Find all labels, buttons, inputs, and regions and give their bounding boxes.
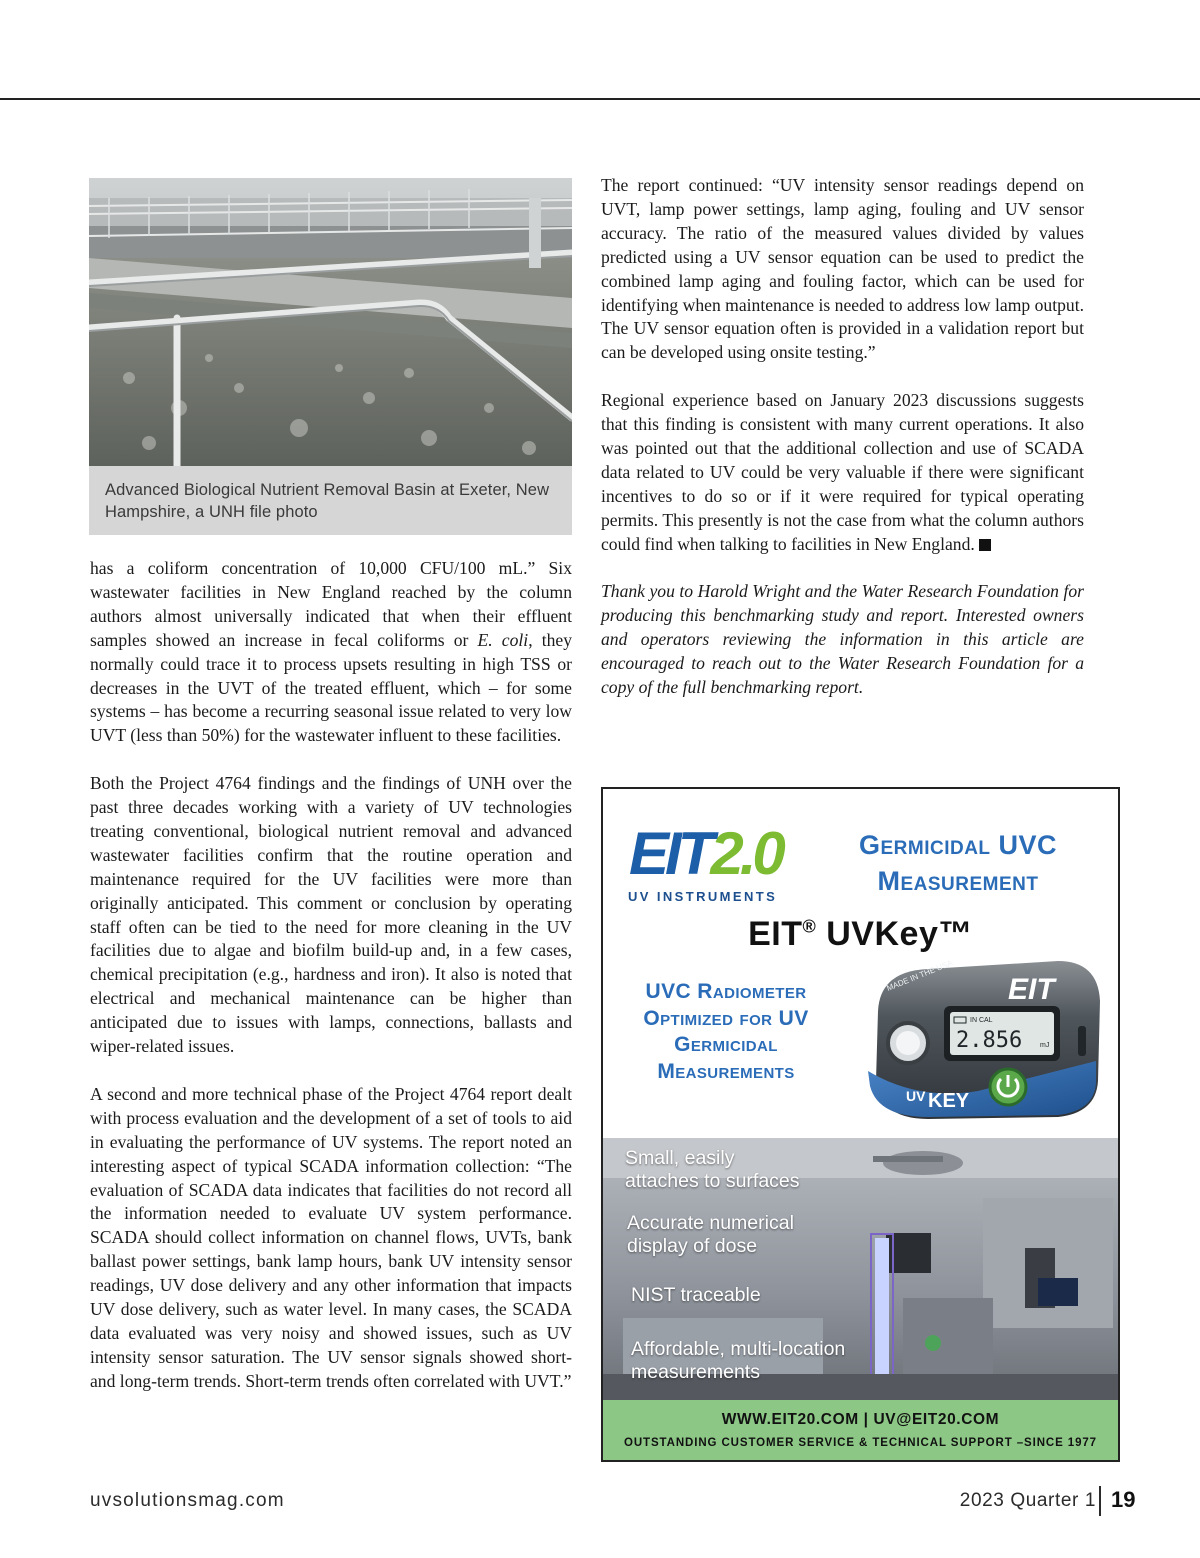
ad-tagline: OUTSTANDING CUSTOMER SERVICE & TECHNICAL SUPPORT –SINCE 1977 [624,1437,1097,1449]
footer-issue: 2023 Quarter 1 [959,1490,1096,1511]
footer-site[interactable]: uvsolutionsmag.com [90,1490,285,1511]
left-paragraph-2: Both the Project 4764 findings and the findings of UNH over the past three decades working with a variety of UV technologies treating conventional, biological nutrient removal and advanced wastewater facilities confirm that the routine operation and maintenance required for the UV facilities were more than originally anticipated. This comment or conclusion by operating staff often can be tied to the need for more cleaning in the UV facilities due to algae and biofilm build-up and, in a few cases, chemical precipitation (e.g., hardness and iron). It also is noted that electrical and mechanical maintenance can be higher than anticipated due to issues with lamps, connections, ballasts and wiper-related issues. [90,773,572,1057]
right-paragraph-2: Regional experience based on January 2023 discussions suggests that this finding is consistent with many current operations. It also was pointed out that the additional collection and use of SCADA data related to UV could be very valuable if there were significant incentives to do so or if it were required for typical operating permits. This presently is not the case from what the column authors could find when talking to facilities in New England. [601,390,1084,554]
svg-text:UV: UV [906,1088,926,1104]
ad-footer [603,1400,1118,1460]
svg-text:2.856: 2.856 [956,1028,1023,1053]
feature-item-attach: Small, easily attaches to surfaces [625,1147,800,1192]
acknowledgement: Thank you to Harold Wright and the Water Research Foundation for producing this benchmarking study and report. Interested owners and operators reviewing the information in this article are encouraged to reach out to the Water Research Foundation for a copy of the full benchmarking report. [601,581,1084,697]
svg-text:MADE IN THE USA: MADE IN THE USA [885,958,954,993]
left-paragraph-3: A second and more technical phase of the Project 4764 report dealt with process evaluation and the development of a set of tools to aid in evaluating the performance of UV systems. The report noted an interesting aspect of typical SCADA information collection: “The evaluation of SCADA data indicates that facilities do not record all the information needed to evaluate UV system performance. SCADA should collect information on channel flows, UVTs, bank ballast power settings, bank lamp hours, bank UV intensity sensor readings, UV dose delivery and any other information that impacts UV dose delivery, such as water level. In many cases, the SCADA data evaluated was very noisy and showed issues, such as UV intensity sensor saturation. The UV sensor signals showed short- and long-term trends. Short-term trends often correlated with UVT.” [90,1083,572,1391]
end-of-article-mark [979,539,991,551]
feature-item-affordable: Affordable, multi-location measurements [631,1338,846,1383]
basin-photo [89,178,572,466]
ad-contact-link[interactable]: WWW.EIT20.COM | UV@EIT20.COM [721,1411,1000,1428]
left-paragraph-1: has a coliform concentration of 10,000 CFU/100 mL.” Six wastewater facilities in New England reached by the column authors almost universally indicated that when their effluent samples showed an increase in fecal coliforms or E. coli, they normally could trace it to process upsets resulting in high TSS or decreases in the UVT of the treated effluent, which – for some systems – has become a recurring seasonal issue related to very low UVT (less than 50%) for the wastewater influent to these facilities. [90,558,573,746]
left-column [90,557,572,1418]
top-rule [0,98,1200,100]
eit-logo: EIT2.0 UV INSTRUMENTS [628,820,782,904]
hospital-room-photo [603,1138,1118,1400]
uvkey-device-image [858,951,1108,1126]
page-number: 19 [1111,1487,1136,1512]
footer-divider [1099,1486,1101,1516]
feature-item-nist: NIST traceable [631,1284,761,1306]
svg-text:IN CAL: IN CAL [970,1017,993,1024]
photo-figure [89,178,572,535]
svg-text:mJ: mJ [1040,1042,1050,1049]
product-name: EIT® UVKey™ [748,915,973,953]
ad-heading: Germicidal UVC Measurement [858,830,1058,896]
photo-caption: Advanced Biological Nutrient Removal Basin at Exeter, New Hampshire, a UNH file photo [105,481,550,521]
svg-text:KEY: KEY [928,1090,970,1112]
radiometer-description: UVC Radiometer Optimized for UV Germicidal Measurements [643,980,809,1083]
advertisement[interactable] [601,787,1120,1462]
right-column [601,174,1084,724]
svg-text:EIT: EIT [1008,973,1055,1006]
right-paragraph-1: The report continued: “UV intensity sensor readings depend on UVT, lamp power settings, lamp aging, fouling and UV sensor accuracy. The ratio of the measured values divided by values predicted using a UV sensor equation can be used to predict the combined lamp aging and fouling factor, which can be used for identifying when maintenance is needed to address low lamp output. The UV sensor equation often is provided in a validation report but can be developed using onsite testing.” [601,175,1084,363]
feature-item-accuracy: Accurate numerical display of dose [627,1212,794,1257]
